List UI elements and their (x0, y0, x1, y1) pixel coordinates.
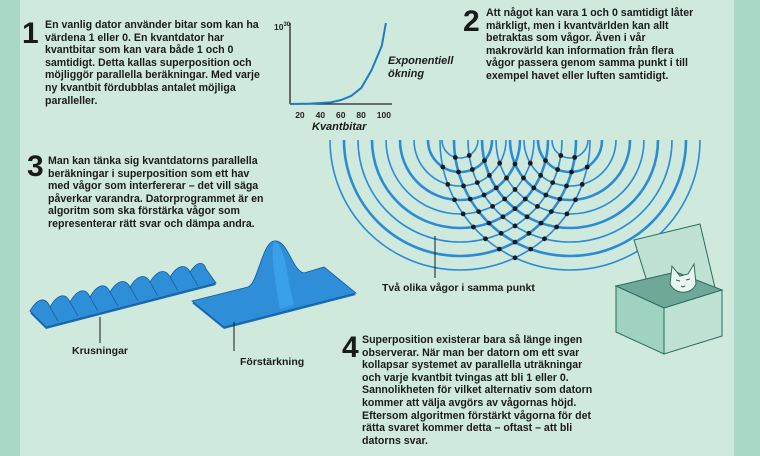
section-3-number: 3 (27, 150, 44, 183)
x-tick-80: 80 (356, 110, 366, 120)
intersection-dot (527, 231, 532, 236)
intersection-dot (461, 212, 466, 217)
intersection-dot (482, 193, 487, 198)
cat-box-illustration (612, 218, 748, 358)
intersection-dot (521, 176, 526, 181)
intersection-dot (564, 184, 569, 189)
intersection-dots (440, 153, 589, 260)
intersection-dot (569, 170, 574, 175)
intersection-dot (453, 155, 458, 160)
intersection-dot (538, 173, 543, 178)
intersection-dot (445, 182, 450, 187)
intersection-dot (580, 182, 585, 187)
intersection-dot (468, 197, 473, 202)
y-tick-top: $10^{30}$ (274, 22, 291, 32)
intersection-dot (543, 158, 548, 163)
intersection-dot (542, 236, 547, 241)
intersection-dot (557, 197, 562, 202)
intersection-dot (483, 236, 488, 241)
intersection-dot (528, 161, 533, 166)
intersection-dot (476, 209, 481, 214)
intersection-dot (504, 176, 509, 181)
section-3-text: Man kan tänka sig kvantdatorns parallella beräkningar i superposition som ett hav med vågor som interfererar – det vill säga påverkar varandra. Datorprogrammet är en algoritm som ska förstärka vågor som representerar rätt svar och dämpa andra. (48, 155, 264, 230)
section-2-number: 2 (463, 5, 480, 38)
ripple-caption: Krusningar (72, 345, 129, 357)
intersection-dot (550, 180, 555, 185)
intersection-dot (585, 165, 590, 170)
intersection-dot (558, 153, 563, 158)
amplification-sheet (190, 225, 360, 335)
x-ticks (295, 110, 391, 120)
intersection-dot (531, 186, 536, 191)
intersection-dot (554, 225, 559, 230)
intersection-dot (456, 170, 461, 175)
intersection-dot (467, 153, 472, 158)
intersection-dot (572, 155, 577, 160)
intersection-dot (499, 231, 504, 236)
left-margin (0, 0, 20, 456)
intersection-dot (470, 167, 475, 172)
intersection-dot (497, 247, 502, 252)
intersection-dot (544, 193, 549, 198)
section-1-number: 1 (22, 17, 39, 50)
intersection-dot (502, 197, 507, 202)
section-4-number: 4 (342, 331, 359, 364)
intersection-dot (497, 161, 502, 166)
x-tick-100: 100 (376, 110, 391, 120)
intersection-dot (487, 173, 492, 178)
intersection-dot (523, 197, 528, 202)
intersection-dot (452, 197, 457, 202)
section-4-text: Superposition existerar bara så länge ingen observerar. När man ber datorn om ett svar kollapsar systemet av parallella uträkningar och varje kvantbit tvingas att bli 1 eller 0. Sannolikheten för vilket alternativ som datorn kommer att välja avgörs av vågornas höjd. Eftersom algoritmen förstärkt vågorna för det rätta svaret kommer detta – oftast – att bli datorns svar. (362, 334, 593, 447)
intersection-dot (487, 221, 492, 226)
intersection-dot (471, 225, 476, 230)
intersection-dot (528, 247, 533, 252)
x-tick-60: 60 (336, 110, 346, 120)
intersection-dot (539, 221, 544, 226)
section-2-text: Att något kan vara 1 och 0 samtidigt låter märkligt, men i kvantvärlden kan allt betraktas som vågor. Även i vår makrovärld kan information från flera vågor passera genom samma punkt i till exempel havet eller luften samtidigt. (486, 7, 694, 82)
x-tick-20: 20 (295, 110, 305, 120)
wave-arc (330, 140, 590, 270)
intersection-dot (494, 186, 499, 191)
waves-caption: Två olika vågor i samma punkt (382, 282, 535, 294)
intersection-dot (525, 214, 530, 219)
intersection-dot (490, 204, 495, 209)
intersection-dot (513, 162, 518, 167)
chart-annotation: Exponentiell ökning (388, 55, 454, 80)
intersection-dot (513, 206, 518, 211)
intersection-dot (549, 209, 554, 214)
intersection-dot (482, 158, 487, 163)
intersection-dot (501, 214, 506, 219)
intersection-dot (565, 212, 570, 217)
intersection-dot (573, 197, 578, 202)
intersection-dot (535, 204, 540, 209)
intersection-dot (555, 167, 560, 172)
intersection-dot (513, 240, 518, 245)
intersection-dot (513, 187, 518, 192)
intersection-dot (440, 165, 445, 170)
x-tick-40: 40 (315, 110, 326, 120)
section-1-text: En vanlig dator använder bitar som kan ha värdena 1 eller 0. En kvantdator har kvantbitar som kan vara både 1 och 0 samtidigt. Detta kallas superposition och möjliggör parallella beräkningar. Med varje ny kvantbit fördubblas antalet möjliga paralleller. (45, 19, 260, 107)
intersection-dot (461, 184, 466, 189)
intersection-dot (513, 255, 518, 260)
intersection-dot (513, 224, 518, 229)
series-line (290, 23, 386, 104)
intersection-dot (475, 180, 480, 185)
amplification-caption: Förstärkning (240, 356, 305, 368)
x-axis-label: Kvantbitar (312, 121, 367, 133)
